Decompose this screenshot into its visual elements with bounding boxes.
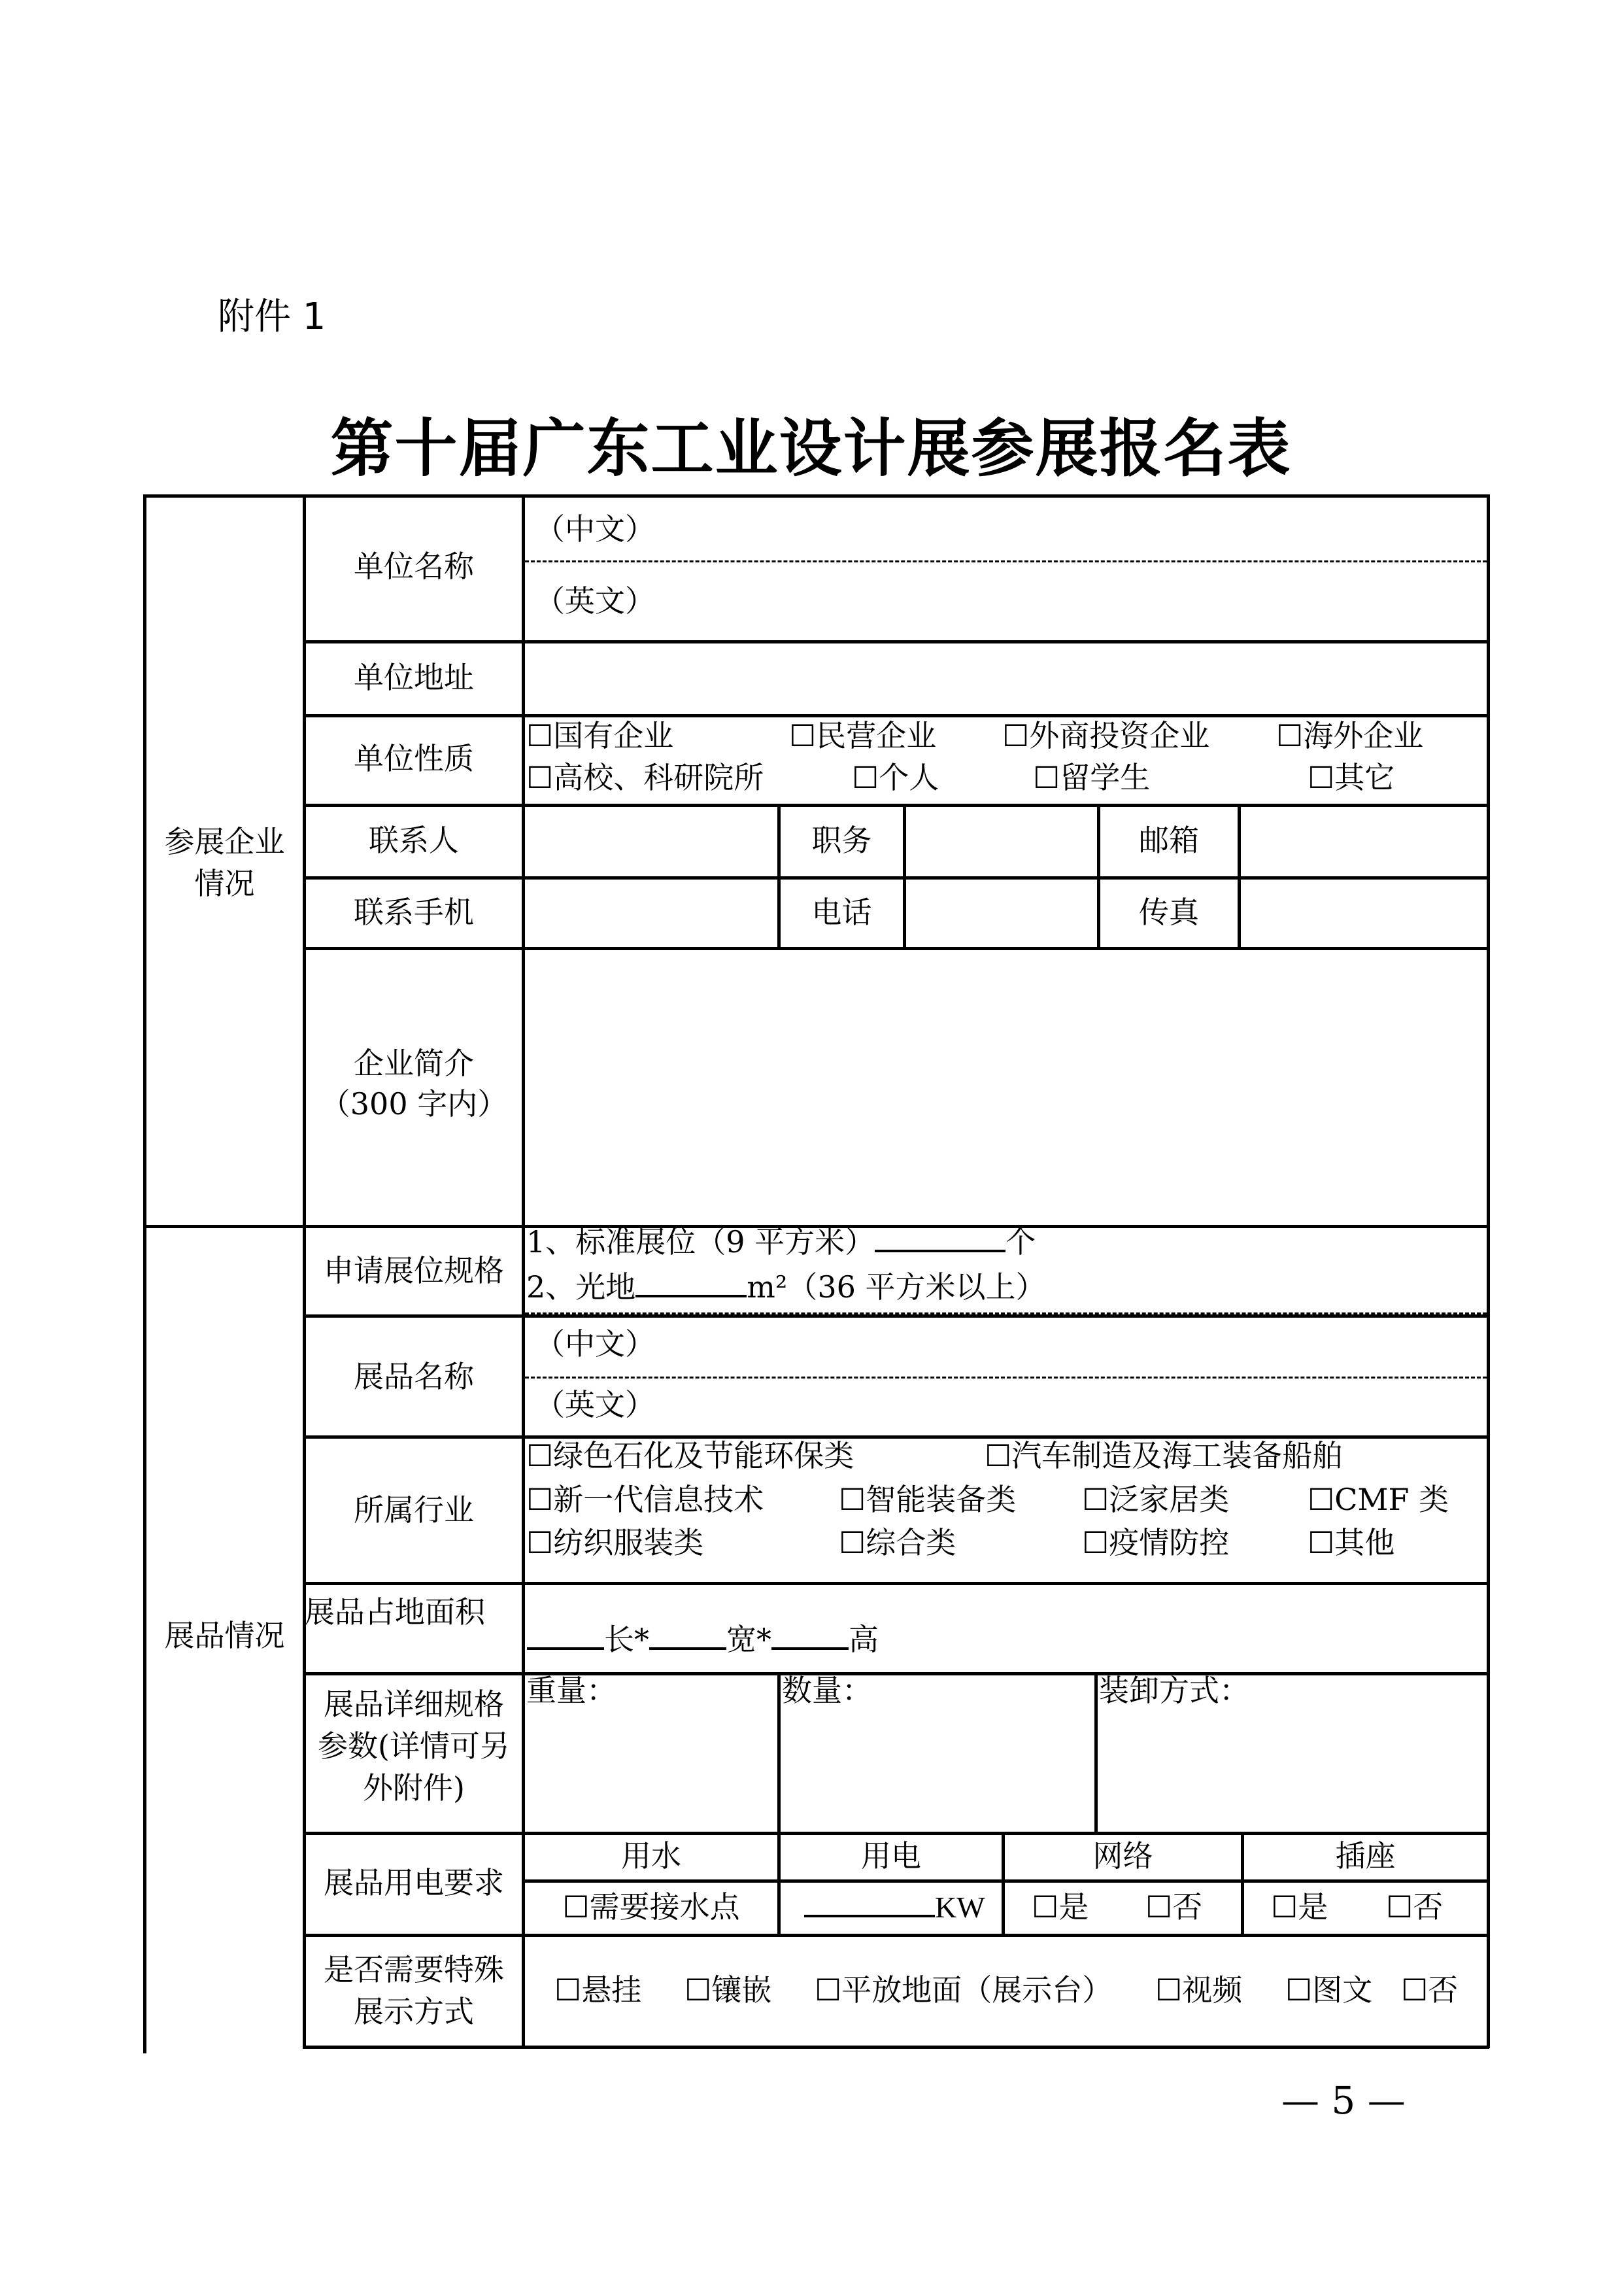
table-bottom-border	[303, 2046, 1489, 2049]
unit-type-option[interactable]: ☐外商投资企业	[1002, 718, 1210, 753]
booth-standard-unit: 个	[1005, 1224, 1036, 1259]
industry-option[interactable]: ☐其他	[1308, 1525, 1395, 1560]
unit-type-option[interactable]: ☐民营企业	[789, 718, 937, 753]
exhibit-name-label: 展品名称	[354, 1359, 474, 1394]
handling-label: 装卸方式：	[1099, 1673, 1249, 1708]
field-label-divider	[522, 494, 525, 2048]
row-line	[303, 1582, 1489, 1585]
water-header: 用水	[621, 1838, 681, 1874]
row-line	[303, 714, 1489, 717]
kw-blank[interactable]	[804, 1915, 935, 1917]
row-line	[303, 1672, 1489, 1675]
height-text: 高	[849, 1622, 879, 1657]
area-dimensions	[527, 1622, 879, 1657]
dashed-line	[525, 1377, 1487, 1379]
col-line	[1238, 804, 1241, 947]
specs-label: 展品详细规格 参数(详情可另 外附件)	[318, 1687, 510, 1806]
exhibit-name-en-label: （英文）	[535, 1387, 655, 1422]
display-option[interactable]: ☐视频	[1155, 1972, 1243, 2008]
industry-option[interactable]: ☐汽车制造及海工装备船舶	[985, 1438, 1343, 1473]
industry-option[interactable]: ☐泛家居类	[1082, 1482, 1230, 1517]
unit-address-label: 单位地址	[354, 660, 474, 695]
col-line	[777, 1672, 781, 1832]
row-line	[303, 1934, 1489, 1937]
phone-label: 电话	[811, 895, 872, 930]
page-number: — 5 —	[1281, 2078, 1406, 2123]
height-blank[interactable]	[771, 1647, 849, 1650]
booth-raw-text: 2、光地	[526, 1269, 636, 1305]
kw-field	[804, 1892, 985, 1923]
unit-type-option[interactable]: ☐个人	[852, 760, 939, 795]
unit-type-option[interactable]: ☐其它	[1308, 760, 1395, 795]
unit-type-option[interactable]: ☐留学生	[1033, 760, 1151, 795]
display-option[interactable]: ☐平放地面（展示台）	[815, 1972, 1113, 2008]
industry-option[interactable]: ☐综合类	[839, 1525, 956, 1560]
kw-unit: KW	[935, 1891, 985, 1924]
unit-name-en-label: （英文）	[535, 583, 655, 619]
section-company-label: 参展企业 情况	[164, 824, 285, 901]
length-blank[interactable]	[527, 1647, 604, 1650]
unit-type-option[interactable]: ☐国有企业	[526, 718, 674, 753]
display-option[interactable]: ☐图文	[1285, 1972, 1373, 2008]
dashed-line	[525, 560, 1487, 562]
exhibit-name-cn-label: （中文）	[535, 1326, 655, 1362]
socket-no-option[interactable]: ☐否	[1386, 1889, 1444, 1925]
industry-label: 所属行业	[354, 1492, 474, 1528]
section-exhibit-label: 展品情况	[164, 1618, 285, 1653]
unit-type-option[interactable]: ☐高校、科研院所	[526, 760, 764, 795]
booth-raw-blank[interactable]	[635, 1295, 747, 1297]
contact-label: 联系人	[369, 823, 459, 858]
email-label: 邮箱	[1139, 823, 1199, 858]
mobile-label: 联系手机	[354, 895, 474, 930]
position-label: 职务	[811, 823, 872, 858]
industry-option[interactable]: ☐疫情防控	[1082, 1525, 1230, 1560]
booth-label: 申请展位规格	[324, 1253, 504, 1288]
water-point-option[interactable]: ☐需要接水点	[562, 1889, 740, 1925]
industry-option[interactable]: ☐智能装备类	[839, 1482, 1017, 1517]
fax-label: 传真	[1139, 895, 1199, 930]
row-line	[303, 876, 1489, 880]
form-title: 第十届广东工业设计展参展报名表	[330, 411, 1292, 485]
industry-option[interactable]: ☐绿色石化及节能环保类	[526, 1438, 854, 1473]
network-no-option[interactable]: ☐否	[1145, 1889, 1203, 1925]
display-option[interactable]: ☐悬挂	[554, 1972, 642, 2008]
unit-type-option[interactable]: ☐海外企业	[1276, 718, 1424, 753]
unit-type-label: 单位性质	[354, 741, 474, 776]
power-label: 展品用电要求	[324, 1865, 504, 1900]
row-line	[303, 1314, 1489, 1318]
width-blank[interactable]	[649, 1647, 726, 1650]
electricity-header: 用电	[861, 1838, 921, 1874]
area-label: 展品占地面积	[305, 1594, 485, 1630]
display-option[interactable]: ☐否	[1401, 1972, 1459, 2008]
col-line	[1094, 1672, 1098, 1832]
company-profile-label: 企业简介 （300 字内）	[320, 1046, 508, 1122]
quantity-label: 数量：	[782, 1673, 872, 1708]
network-yes-option[interactable]: ☐是	[1032, 1889, 1089, 1925]
table-left-border	[143, 494, 146, 2053]
col-line	[903, 804, 906, 947]
weight-label: 重量：	[526, 1673, 617, 1708]
booth-raw-unit: m²（36 平方米以上）	[747, 1269, 1046, 1305]
row-line	[303, 947, 1489, 950]
row-line	[303, 804, 1489, 807]
display-label: 是否需要特殊 展示方式	[324, 1952, 504, 2029]
display-option[interactable]: ☐镶嵌	[684, 1972, 772, 2008]
network-header: 网络	[1092, 1838, 1153, 1874]
booth-raw-space	[526, 1269, 1046, 1305]
width-text: 宽*	[726, 1622, 771, 1657]
unit-name-label: 单位名称	[354, 549, 474, 584]
dashed-line	[525, 1312, 1487, 1314]
booth-standard-text: 1、标准展位（9 平方米）	[526, 1224, 875, 1259]
socket-header: 插座	[1335, 1838, 1396, 1874]
row-line	[303, 1832, 1489, 1835]
industry-option[interactable]: ☐纺织服装类	[526, 1525, 704, 1560]
industry-option[interactable]: ☐CMF 类	[1308, 1482, 1449, 1517]
row-line	[303, 640, 1489, 643]
industry-option[interactable]: ☐新一代信息技术	[526, 1482, 764, 1517]
length-text: 长*	[604, 1622, 649, 1657]
unit-name-cn-label: （中文）	[535, 511, 655, 547]
row-line	[522, 1879, 1489, 1883]
booth-standard-blank[interactable]	[875, 1250, 1005, 1252]
table-top-border	[143, 494, 1489, 498]
table-right-border	[1487, 494, 1490, 2048]
booth-standard	[526, 1224, 1036, 1259]
attachment-label: 附件 1	[218, 296, 326, 338]
socket-yes-option[interactable]: ☐是	[1271, 1889, 1328, 1925]
